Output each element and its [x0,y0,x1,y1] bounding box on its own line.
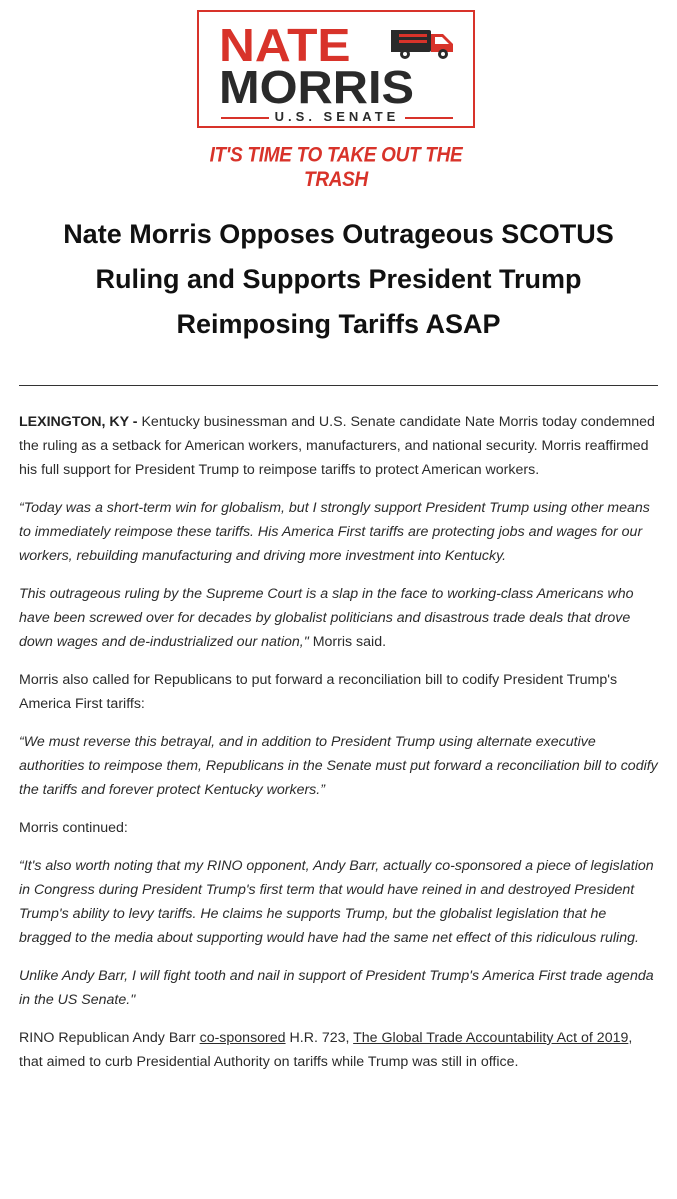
quote-2 [19,582,659,654]
paragraph-closing [19,1026,659,1074]
quote-2-text: This outrageous ruling by the Supreme Court is a slap in the face to working-class Americans who have been screwed over for decades by globalist politicians and disastrous trade deals that drove down wages and de-industrialized our nation," [19,586,634,650]
article-body [19,410,659,1088]
campaign-tagline: IT'S TIME TO TAKE OUT THE TRASH [209,143,463,192]
dateline: LEXINGTON, KY - [19,414,138,430]
quote-2-attribution: Morris said. [308,634,387,650]
cosponsored-link[interactable]: co-sponsored [199,1030,286,1046]
logo-first-name: NATE [219,19,351,71]
logo-divider-right [405,117,453,119]
garbage-truck-icon [389,26,459,60]
campaign-logo [197,10,475,128]
quote-3: “We must reverse this betrayal, and in addition to President Trump using alternate executive authorities to reimpose them, Republicans in the Senate must put forward a reconciliation bill to codify the tariffs and forever protect Kentucky workers.” [19,734,658,798]
closing-text-b: H.R. 723, [285,1030,354,1046]
paragraph-intro [19,410,659,482]
logo-last-name: MORRIS [219,61,415,113]
paragraph-reconciliation: Morris also called for Republicans to put forward a reconciliation bill to codify President Trump's America First tariffs: [19,672,618,712]
divider-rule [19,385,658,386]
quote-4: “It's also worth noting that my RINO opponent, Andy Barr, actually co-sponsored a piece of legislation in Congress during President Trump's first term that would have reined in and destroyed President Trump's ability to levy tariffs. He claims he supports Trump, but the globalist legislation that he bragged to the media about supporting would have had the same net effect of this ridiculous ruling. [19,858,654,946]
headline: Nate Morris Opposes Outrageous SCOTUS Ruling and Supports President Trump Reimposing Tariffs ASAP [63,219,614,339]
closing-text-c: , that aimed to curb Presidential Authority on tariffs while Trump was still in office. [19,1030,633,1070]
logo-office: U.S. SENATE [274,109,400,124]
paragraph-continued: Morris continued: [19,820,128,836]
quote-1: “Today was a short-term win for globalism, but I strongly support President Trump using other means to immediately reimpose these tariffs. His America First tariffs are protecting jobs and wages for our workers, rebuilding manufacturing and driving more investment into Kentucky. [19,500,650,564]
bill-link[interactable]: The Global Trade Accountability Act of 2019 [353,1030,629,1046]
logo-office-row [199,110,473,124]
logo-divider-left [221,117,269,119]
quote-5: Unlike Andy Barr, I will fight tooth and nail in support of President Trump's America First trade agenda in the US Senate." [19,968,654,1008]
intro-text: Kentucky businessman and U.S. Senate candidate Nate Morris today condemned the ruling as a setback for American workers, manufacturers, and national security. Morris reaffirmed his full support for President Trump to reimpose tariffs to protect American workers. [19,414,655,478]
closing-text-a: RINO Republican Andy Barr [19,1030,200,1046]
